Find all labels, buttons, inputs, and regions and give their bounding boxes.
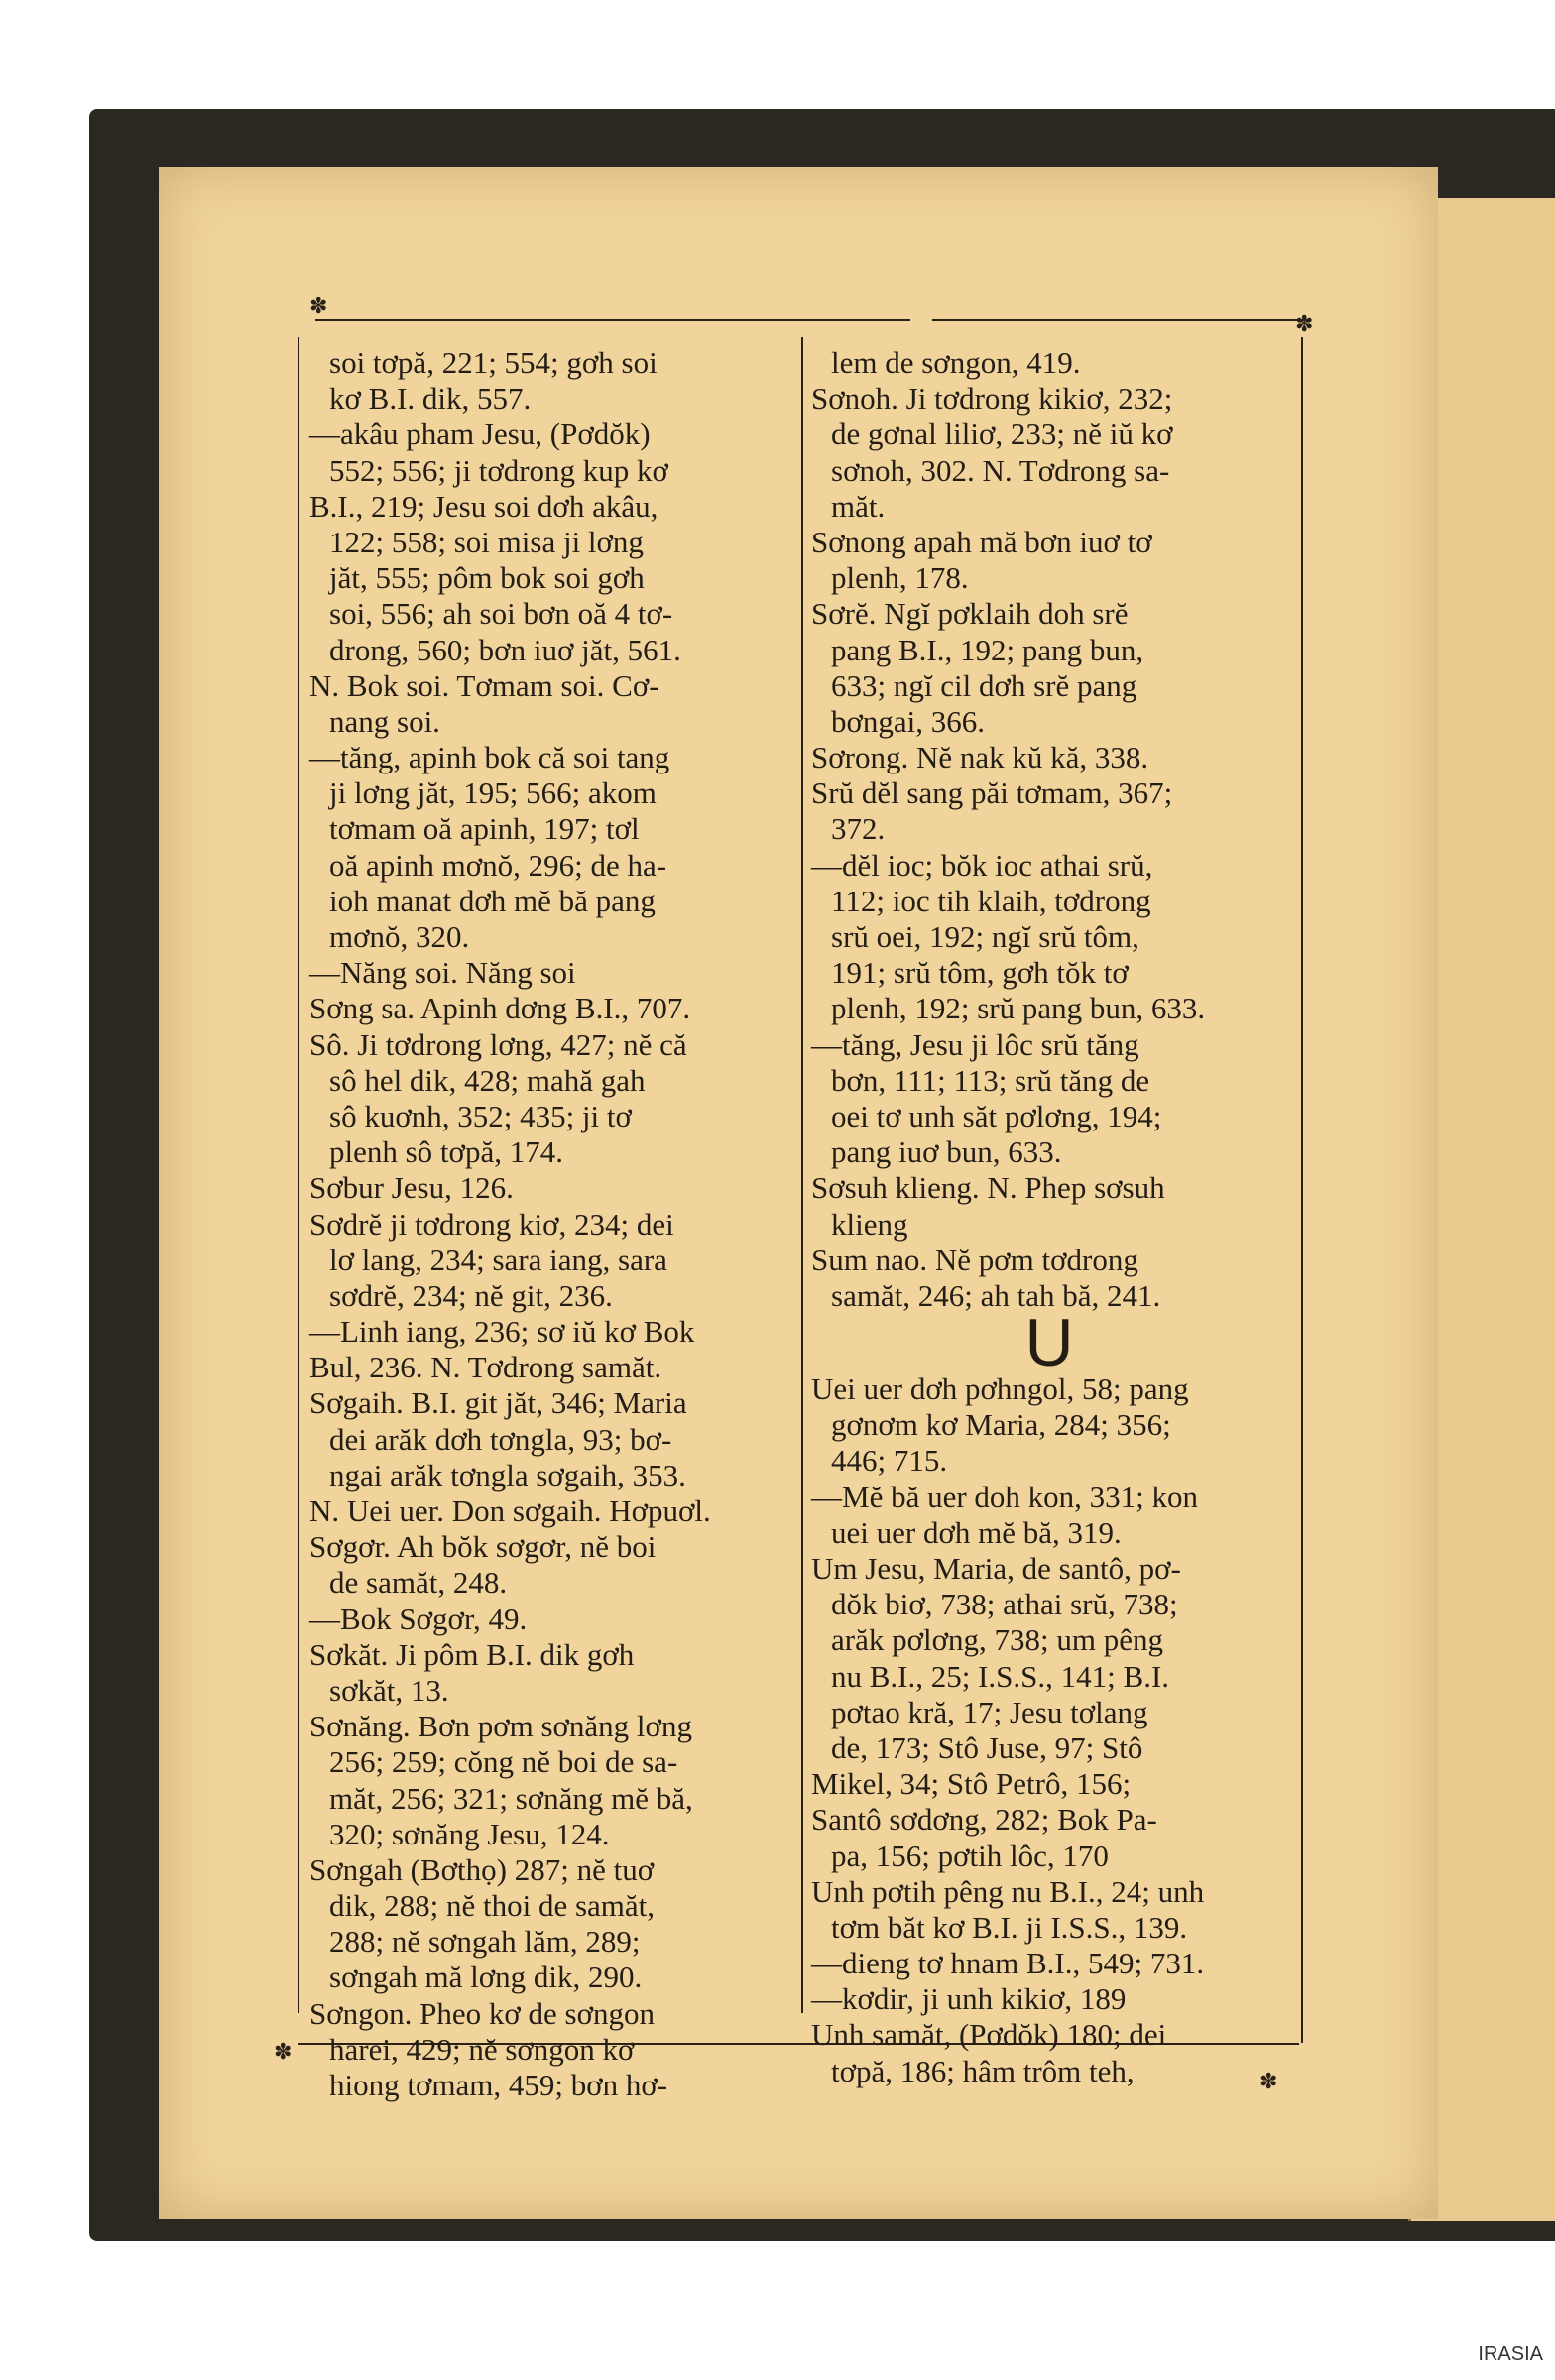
index-line: —Mĕ bă uer doh kon, 331; kon (811, 1479, 1199, 1514)
index-line: gơnơm kơ Maria, 284; 356; (831, 1407, 1171, 1443)
index-line: Sơgaih. B.I. git jăt, 346; Maria (309, 1385, 687, 1421)
index-line: Sơngah (Bơthọ) 287; nĕ tuơ (309, 1851, 655, 1887)
index-line: dik, 288; nĕ thoi de samăt, (329, 1888, 656, 1924)
index-line: sô hel dik, 428; mahă gah (329, 1062, 646, 1098)
index-line: Unh pơtih pêng nu B.I., 24; unh (811, 1873, 1205, 1909)
index-line: —dieng tơ hnam B.I., 549; 731. (811, 1946, 1205, 1981)
section-letter: U (1024, 1305, 1074, 1381)
index-line: 633; ngĭ cil dơh srĕ pang (831, 667, 1137, 703)
index-line: Sơsuh klieng. N. Phep sơsuh (811, 1170, 1165, 1206)
index-line: 320; sơnăng Jesu, 124. (329, 1816, 610, 1851)
index-line: bơn, 111; 113; srŭ tăng de (831, 1062, 1150, 1098)
index-line: —Linh iang, 236; sơ iŭ kơ Bok (309, 1314, 695, 1350)
index-line: sơnoh, 302. N. Tơdrong sa- (831, 452, 1170, 488)
top-rule-left (315, 319, 910, 321)
ornament-top-right: ✽ (1295, 311, 1314, 336)
index-line: măt, 256; 321; sơnăng mĕ bă, (329, 1780, 693, 1816)
index-line: plenh sô tơpă, 174. (329, 1134, 563, 1170)
index-line: —dĕl ioc; bŏk ioc athai srŭ, (811, 847, 1153, 883)
index-line: oă apinh mơnŏ, 296; de ha- (329, 847, 667, 883)
index-line: dŏk biơ, 738; athai srŭ, 738; (831, 1587, 1178, 1622)
index-line: —Năng soi. Năng soi (309, 955, 576, 991)
index-line: pa, 156; pơtih lôc, 170 (831, 1838, 1109, 1873)
index-line: plenh, 178. (831, 560, 969, 596)
index-line: Sơrĕ. Ngĭ pơklaih doh srĕ (811, 596, 1129, 632)
index-line: nang soi. (329, 703, 440, 739)
ornament-bottom-right: ✽ (1259, 2069, 1278, 2093)
index-line: —akâu pham Jesu, (Pơdŏk) (309, 416, 651, 452)
index-line: 256; 259; cŏng nĕ boi de sa- (329, 1744, 678, 1780)
index-line: măt. (831, 488, 886, 524)
index-line: lem de sơngon, 419. (831, 345, 1081, 380)
index-line: tơpă, 186; hâm trôm teh, (831, 2053, 1135, 2088)
watermark: IRASIA (1478, 2343, 1543, 2365)
index-line: nu B.I., 25; I.S.S., 141; B.I. (831, 1658, 1170, 1694)
index-line: Uei uer dơh pơhngol, 58; pang (811, 1371, 1189, 1407)
index-line: —tăng, Jesu ji lôc srŭ tăng (811, 1026, 1139, 1062)
index-line: 552; 556; ji tơdrong kup kơ (329, 452, 668, 488)
index-line: Bul, 236. N. Tơdrong samăt. (309, 1350, 662, 1385)
index-line: pơtao kră, 17; Jesu tơlang (831, 1694, 1148, 1729)
right-frame-rule (1301, 337, 1303, 2043)
index-line: harei, 429; nĕ sơngon kơ (329, 2031, 635, 2067)
index-line: plenh, 192; srŭ pang bun, 633. (831, 991, 1206, 1026)
index-line: sơngah mă lơng dik, 290. (329, 1960, 643, 1995)
index-line: klieng (831, 1206, 908, 1242)
index-line: Sơnoh. Ji tơdrong kikiơ, 232; (811, 381, 1173, 416)
index-line: Sum nao. Nĕ pơm tơdrong (811, 1242, 1138, 1277)
index-line: Mikel, 34; Stô Petrô, 156; (811, 1766, 1132, 1802)
index-line: Sơrong. Nĕ nak kŭ kă, 338. (811, 740, 1149, 775)
index-line: arăk pơlơng, 738; um pêng (831, 1622, 1163, 1658)
ornament-bottom-left: ✽ (274, 2039, 293, 2064)
index-line: kơ B.I. dik, 557. (329, 381, 532, 416)
index-line: dei arăk dơh tơngla, 93; bơ- (329, 1421, 672, 1457)
index-line: samăt, 246; ah tah bă, 241. (831, 1277, 1161, 1313)
index-line: sơdrĕ, 234; nĕ git, 236. (329, 1277, 613, 1313)
index-line: sô kuơnh, 352; 435; ji tơ (329, 1098, 632, 1133)
index-line: Sơbur Jesu, 126. (309, 1170, 514, 1206)
index-line: Santô sơdơng, 282; Bok Pa- (811, 1802, 1157, 1838)
index-line: bơngai, 366. (831, 703, 986, 739)
index-line: 191; srŭ tôm, gơh tŏk tơ (831, 955, 1129, 991)
index-line: Sơgơr. Ah bŏk sơgơr, nĕ boi (309, 1529, 657, 1565)
index-line: de samăt, 248. (329, 1565, 508, 1601)
index-line: Sơnăng. Bơn pơm sơnăng lơng (309, 1709, 692, 1744)
index-line: Um Jesu, Maria, de santô, pơ- (811, 1551, 1181, 1586)
index-line: Sơkăt. Ji pôm B.I. dik gơh (309, 1636, 635, 1672)
index-line: N. Uei uer. Don sơgaih. Hơpuơl. (309, 1493, 711, 1528)
index-line: soi, 556; ah soi bơn oă 4 tơ- (329, 596, 673, 632)
left-frame-rule (298, 337, 299, 2013)
index-line: Sô. Ji tơdrong lơng, 427; nĕ că (309, 1026, 687, 1062)
column-divider (801, 337, 803, 2013)
index-line: jăt, 555; pôm bok soi gơh (329, 560, 645, 596)
index-line: soi tơpă, 221; 554; gơh soi (329, 345, 658, 380)
index-line: de, 173; Stô Juse, 97; Stô (831, 1729, 1143, 1765)
index-line: Sơdrĕ ji tơdrong kiơ, 234; dei (309, 1206, 674, 1242)
index-line: oei tơ unh săt pơlơng, 194; (831, 1098, 1162, 1133)
index-line: —tăng, apinh bok că soi tang (309, 740, 670, 775)
index-line: sơkăt, 13. (329, 1672, 449, 1708)
index-line: ioh manat dơh mĕ bă pang (329, 883, 656, 918)
top-rule-right (932, 319, 1309, 321)
index-line: Unh samăt, (Pơdŏk) 180; dei (811, 2017, 1167, 2053)
index-line: tơmam oă apinh, 197; tơl (329, 811, 640, 847)
index-line: uei uer dơh mĕ bă, 319. (831, 1514, 1122, 1550)
index-line: pang iuơ bun, 633. (831, 1134, 1062, 1170)
index-line: 122; 558; soi misa ji lơng (329, 524, 644, 559)
index-line: Srŭ dĕl sang păi tơmam, 367; (811, 775, 1173, 811)
right-text-column (811, 345, 1287, 2089)
index-line: lơ lang, 234; sara iang, sara (329, 1242, 667, 1277)
index-line: ji lơng jăt, 195; 566; akom (329, 775, 657, 811)
ornament-top-left: ✽ (309, 294, 328, 318)
index-line: Sơngon. Pheo kơ de sơngon (309, 1995, 655, 2031)
index-line: mơnŏ, 320. (329, 919, 470, 954)
index-line: —Bok Sơgơr, 49. (309, 1601, 528, 1636)
index-line: Sơng sa. Apinh dơng B.I., 707. (309, 991, 691, 1026)
index-line: 288; nĕ sơngah lăm, 289; (329, 1924, 641, 1960)
index-line: drong, 560; bơn iuơ jăt, 561. (329, 632, 681, 667)
index-line: pang B.I., 192; pang bun, (831, 632, 1144, 667)
index-line: tơm băt kơ B.I. ji I.S.S., 139. (831, 1909, 1188, 1945)
index-line: srŭ oei, 192; ngĭ srŭ tôm, (831, 919, 1139, 954)
index-line: N. Bok soi. Tơmam soi. Cơ- (309, 667, 659, 703)
index-line: ngai arăk tơngla sơgaih, 353. (329, 1457, 686, 1492)
index-line: 372. (831, 811, 886, 847)
index-line: Sơnong apah mă bơn iuơ tơ (811, 524, 1152, 559)
index-line: hiong tơmam, 459; bơn hơ- (329, 2068, 668, 2102)
index-line: de gơnal liliơ, 233; nĕ iŭ kơ (831, 416, 1173, 452)
left-text-column (309, 345, 800, 2103)
index-line: —kơdir, ji unh kikiơ, 189 (811, 1981, 1127, 2017)
index-line: 446; 715. (831, 1443, 948, 1479)
index-line: 112; ioc tih klaih, tơdrong (831, 883, 1151, 918)
index-line: B.I., 219; Jesu soi dơh akâu, (309, 488, 658, 524)
